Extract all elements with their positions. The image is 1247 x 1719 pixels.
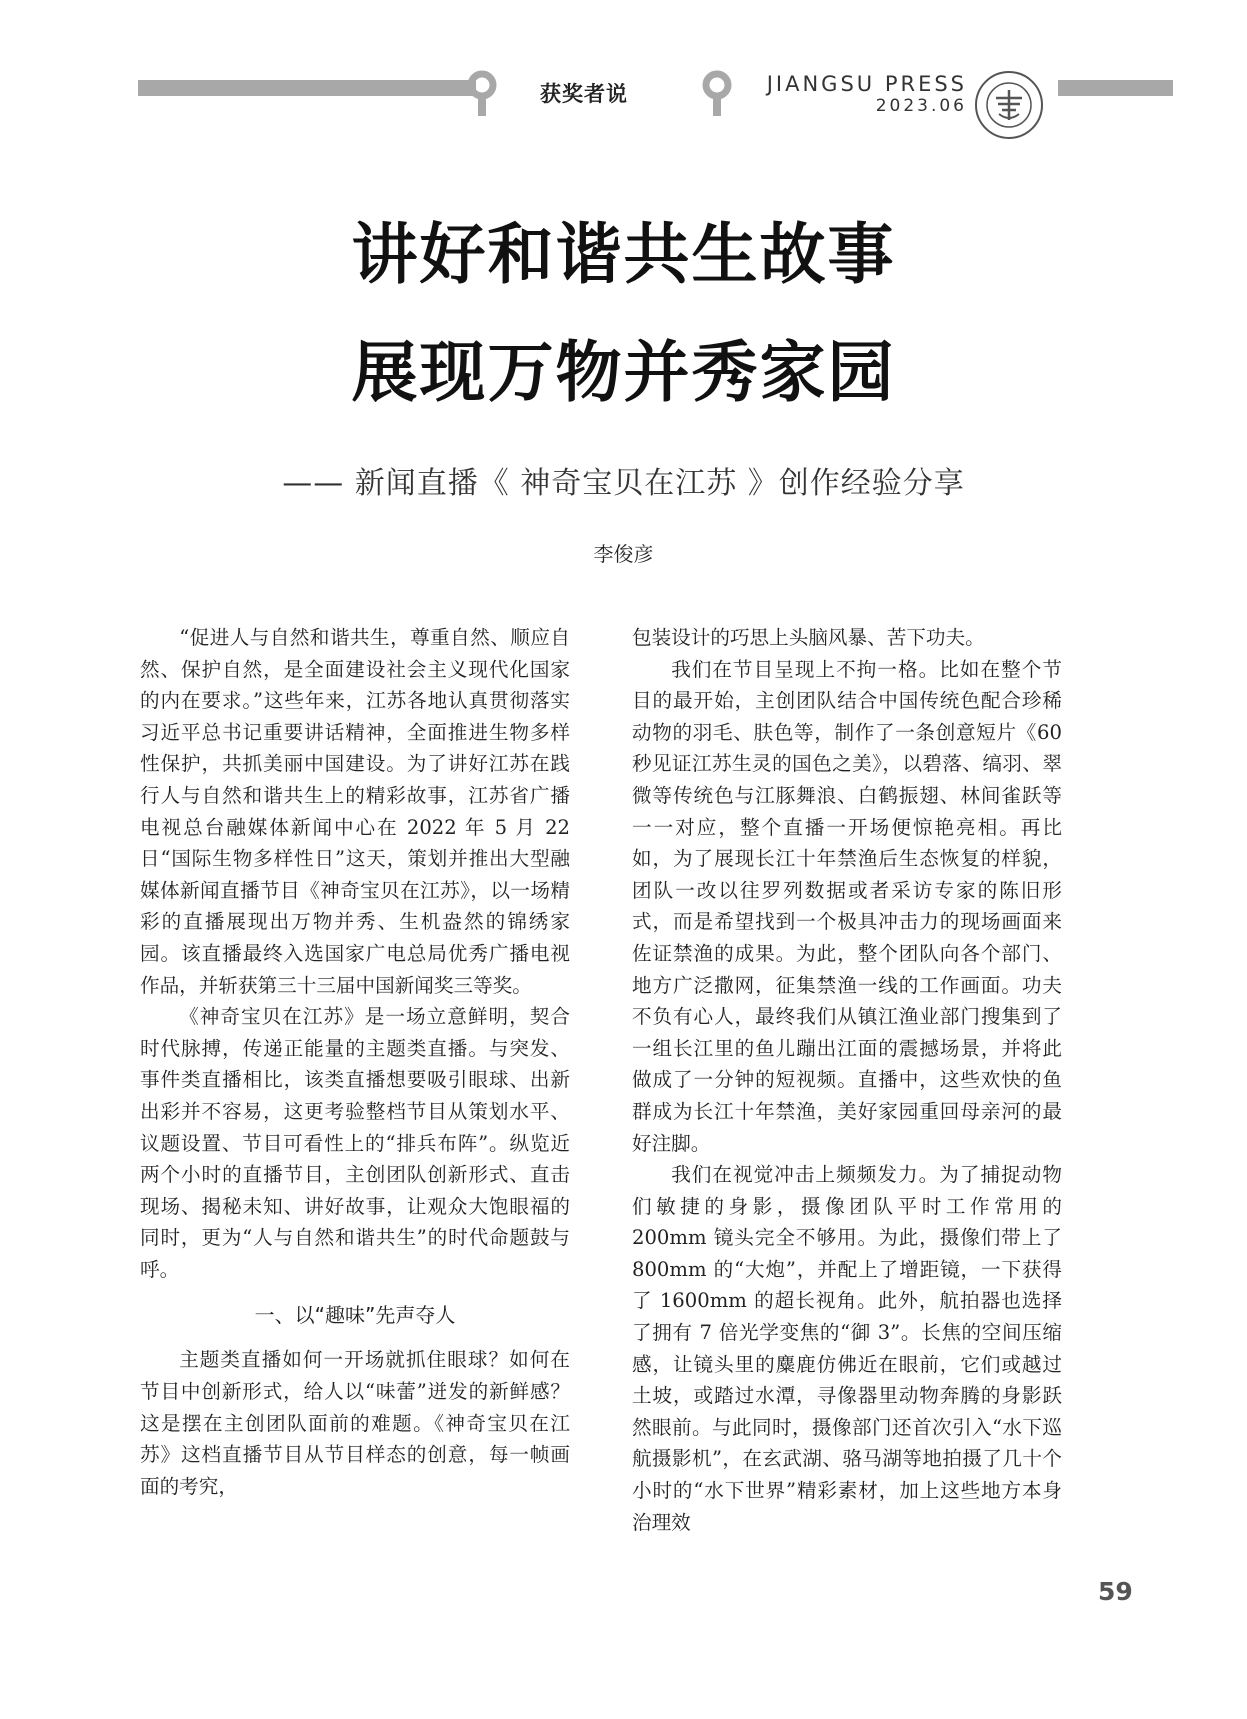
paragraph: 《神奇宝贝在江苏》是一场立意鲜明，契合时代脉搏，传递正能量的主题类直播。与突发、事件类直播相比，该类直播想要吸引眼球、出新出彩并不容易，这更考验整档节目从策划水平、议题设置、节目可看性上的“排兵布阵”。纵览近两个小时的直播节目，主创团队创新形式、直击现场、揭秘未知、讲好故事，让观众大饱眼福的同时，更为“人与自然和谐共生”的时代命题鼓与呼。	[140, 1005, 570, 1281]
right-column	[632, 622, 1062, 1538]
page-number: 59	[1098, 1577, 1133, 1606]
section-label: 获奖者说	[540, 82, 628, 106]
header-bar-right	[1058, 80, 1173, 96]
paragraph: 我们在节目呈现上不拘一格。比如在整个节目的最开始，主创团队结合中国传统色配合珍稀动物的羽毛、肤色等，制作了一条创意短片《60 秒见证江苏生灵的国色之美》，以碧落、缟羽、翠微等传统色与江豚舞浪、白鹤振翅、林间雀跃等一一对应，整个直播一开场便惊艳亮相。再比如，为了展现长江十年禁渔后生态恢复的样貌，团队一改以往罗列数据或者采访专家的陈旧形式，而是希望找到一个极具冲击力的现场画面来佐证禁渔的成果。为此，整个团队向各个部门、地方广泛撒网，征集禁渔一线的工作画面。功夫不负有心人，最终我们从镇江渔业部门搜集到了一组长江里的鱼儿蹦出江面的震撼场景，并将此做成了一分钟的短视频。直播中，这些欢快的鱼群成为长江十年禁渔，美好家园重回母亲河的最好注脚。	[632, 657, 1062, 1155]
magazine-issue: 2023.06	[875, 96, 967, 116]
section-heading: 一、以“趣味”先声夺人	[254, 1303, 456, 1328]
article-title-line-2: 展现万物并秀家园	[351, 334, 896, 411]
paragraph: 主题类直播如何一开场就抓住眼球？如何在节目中创新形式，给人以“味蕾”迸发的新鲜感？这是摆在主创团队面前的难题。《神奇宝贝在江苏》这档直播节目从节目样态的创意，每一帧画面的考究，	[140, 1348, 570, 1498]
header-bar-left	[138, 80, 476, 96]
pin-marker-icon	[467, 70, 497, 118]
article-title-line-1: 讲好和谐共生故事	[351, 216, 896, 293]
left-column	[140, 622, 570, 1502]
article-subtitle: —— 新闻直播《 神奇宝贝在江苏 》创作经验分享	[282, 466, 965, 501]
paragraph: 包装设计的巧思上头脑风暴、苦下功夫。	[632, 626, 985, 649]
jiangsu-press-seal-icon	[974, 70, 1044, 140]
magazine-name: JIANGSU PRESS	[766, 72, 967, 96]
paragraph: “促进人与自然和谐共生，尊重自然、顺应自然、保护自然，是全面建设社会主义现代化国家的内在要求。”这些年来，江苏各地认真贯彻落实习近平总书记重要讲话精神，全面推进生物多样性保护，共抓美丽中国建设。为了讲好江苏在践行人与自然和谐共生上的精彩故事，江苏省广播电视总台融媒体新闻中心在 2022 年 5 月 22 日“国际生物多样性日”这天，策划并推出大型融媒体新闻直播节目《神奇宝贝在江苏》，以一场精彩的直播展现出万物并秀、生机盎然的锦绣家园。该直播最终入选国家广电总局优秀广播电视作品，并斩获第三十三届中国新闻奖三等奖。	[140, 626, 570, 997]
article-author: 李俊彦	[593, 542, 654, 566]
pin-marker-icon	[702, 70, 732, 118]
paragraph: 我们在视觉冲击上频频发力。为了捕捉动物们敏捷的身影，摄像团队平时工作常用的 200mm 镜头完全不够用。为此，摄像们带上了 800mm 的“大炮”，并配上了增距镜，一下获得了 1600mm 的超长视角。此外，航拍器也选择了拥有 7 倍光学变焦的“御 3”。长焦的空间压缩感，让镜头里的麋鹿仿佛近在眼前，它们或越过土坡，或踏过水潭，寻像器里动物奔腾的身影跃然眼前。与此同时，摄像部门还首次引入“水下巡航摄影机”，在玄武湖、骆马湖等地拍摄了几十个小时的“水下世界”精彩素材，加上这些地方本身治理效	[632, 1163, 1062, 1534]
